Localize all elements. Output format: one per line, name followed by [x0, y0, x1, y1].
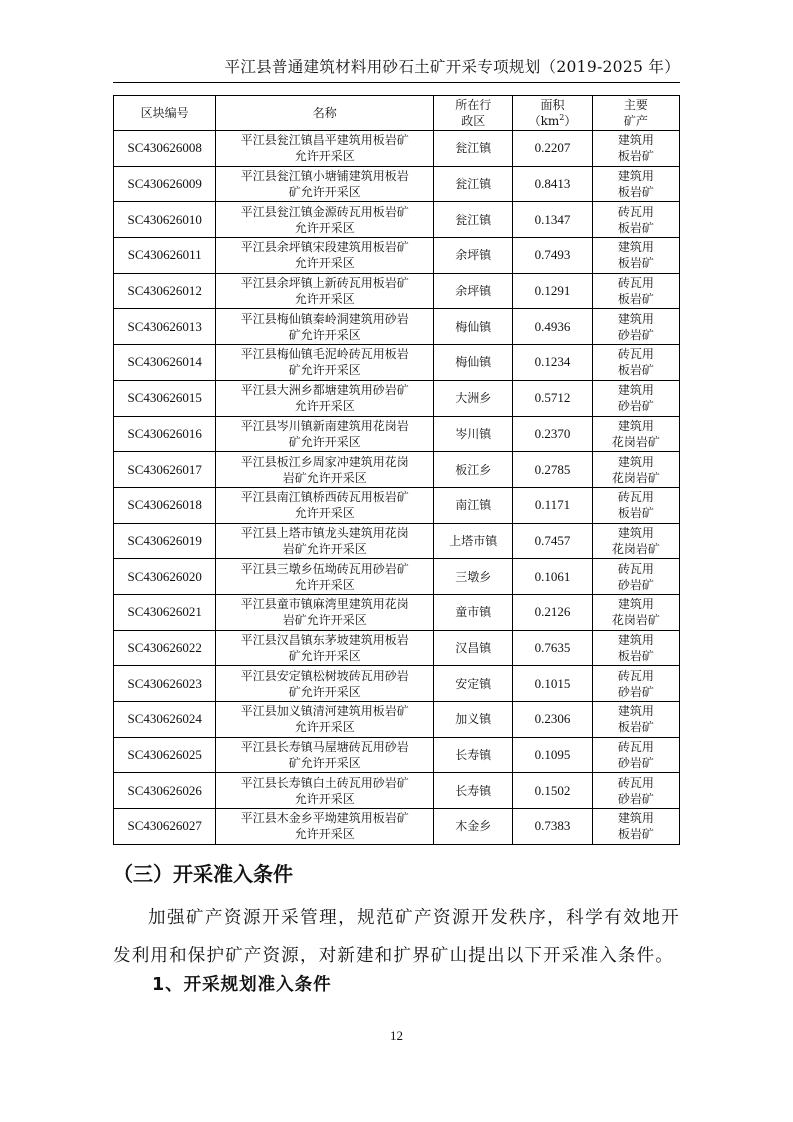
cell-region: 余坪镇 [434, 238, 513, 274]
cell-name-line1: 平江县梅仙镇秦岭洞建筑用砂岩 [240, 311, 409, 326]
cell-name [216, 416, 434, 452]
cell-name-line1: 平江县童市镇麻湾里建筑用花岗 [240, 597, 409, 612]
cell-region: 童市镇 [434, 594, 513, 630]
cell-name-line1: 平江县三墩乡伍坳砖瓦用砂岩矿 [240, 561, 409, 576]
table-row [114, 630, 680, 666]
cell-name-line1: 平江县汉昌镇东茅坡建筑用板岩 [240, 632, 409, 647]
cell-mineral-line2: 花岗岩矿 [611, 434, 660, 449]
cell-mineral-line1: 建筑用 [617, 811, 654, 826]
cell-mineral-line1: 砖瓦用 [617, 740, 654, 755]
table-row [114, 487, 680, 523]
cell-region: 梅仙镇 [434, 345, 513, 381]
table-row [114, 559, 680, 595]
cell-mineral-line1: 建筑用 [617, 597, 654, 612]
cell-name-line1: 平江县大洲乡都塘建筑用砂岩矿 [240, 383, 409, 398]
header-rule [113, 82, 680, 83]
cell-code: SC430626009 [114, 166, 216, 202]
header-area [513, 96, 592, 131]
cell-name [216, 131, 434, 167]
cell-mineral [592, 345, 679, 381]
cell-area: 0.2785 [513, 452, 592, 488]
header-region [434, 96, 513, 131]
cell-name-line2: 允许开采区 [294, 577, 355, 592]
cell-area: 0.5712 [513, 380, 592, 416]
cell-name [216, 202, 434, 238]
cell-code: SC430626022 [114, 630, 216, 666]
cell-name-line1: 平江县瓮江镇昌平建筑用板岩矿 [240, 133, 409, 148]
header-mineral-line1: 主要 [623, 98, 648, 112]
cell-region: 瓮江镇 [434, 202, 513, 238]
cell-name-line2: 矿允许开采区 [288, 434, 361, 449]
cell-region: 南江镇 [434, 487, 513, 523]
cell-code: SC430626025 [114, 737, 216, 773]
cell-mineral-line2: 板岩矿 [617, 149, 654, 164]
header-mineral [592, 96, 679, 131]
cell-code: SC430626015 [114, 380, 216, 416]
cell-name [216, 523, 434, 559]
sub-heading: 1、开采规划准入条件 [152, 975, 332, 995]
cell-name-line1: 平江县瓮江镇金源砖瓦用板岩矿 [240, 204, 409, 219]
cell-area: 0.2207 [513, 131, 592, 167]
cell-region: 上塔市镇 [434, 523, 513, 559]
cell-region: 加义镇 [434, 702, 513, 738]
cell-name [216, 487, 434, 523]
cell-name-line2: 允许开采区 [294, 506, 355, 521]
table-row [114, 380, 680, 416]
header-area-unit [515, 113, 589, 129]
cell-region: 三墩乡 [434, 559, 513, 595]
area-unit-post: ） [564, 114, 577, 128]
cell-mineral [592, 416, 679, 452]
cell-mineral [592, 309, 679, 345]
area-unit-sup: 2 [559, 113, 565, 122]
cell-name-line2: 允许开采区 [294, 220, 355, 235]
cell-code: SC430626020 [114, 559, 216, 595]
cell-area: 0.7635 [513, 630, 592, 666]
cell-mineral-line2: 砂岩矿 [617, 399, 654, 414]
cell-code: SC430626027 [114, 809, 216, 845]
cell-region: 安定镇 [434, 666, 513, 702]
cell-name-line2: 矿允许开采区 [288, 684, 361, 699]
header-name: 名称 [216, 96, 434, 131]
cell-mineral-line2: 板岩矿 [617, 827, 654, 842]
header-region-line1: 所在行 [455, 98, 492, 112]
cell-mineral [592, 452, 679, 488]
running-header: 平江县普通建筑材料用砂石土矿开采专项规划（2019-2025 年） [224, 58, 680, 76]
table-body [114, 131, 680, 845]
cell-mineral [592, 809, 679, 845]
table-row [114, 273, 680, 309]
cell-mineral [592, 380, 679, 416]
cell-mineral [592, 773, 679, 809]
cell-mineral-line1: 建筑用 [617, 383, 654, 398]
cell-code: SC430626010 [114, 202, 216, 238]
cell-name-line1: 平江县长寿镇白土砖瓦用砂岩矿 [240, 775, 409, 790]
cell-name-line1: 平江县岑川镇新南建筑用花岗岩 [240, 418, 409, 433]
cell-mineral-line1: 建筑用 [617, 418, 654, 433]
cell-name-line2: 允许开采区 [294, 827, 355, 842]
cell-mineral-line2: 板岩矿 [617, 185, 654, 200]
cell-area: 0.1291 [513, 273, 592, 309]
cell-code: SC430626008 [114, 131, 216, 167]
cell-name-line2: 矿允许开采区 [288, 185, 361, 200]
cell-name [216, 309, 434, 345]
cell-name-line1: 平江县南江镇桥西砖瓦用板岩矿 [240, 490, 409, 505]
cell-name-line2: 岩矿允许开采区 [282, 541, 367, 556]
cell-name-line1: 平江县加义镇清河建筑用板岩矿 [240, 704, 409, 719]
cell-mineral-line1: 建筑用 [617, 240, 654, 255]
cell-mineral-line2: 板岩矿 [617, 220, 654, 235]
cell-name [216, 380, 434, 416]
cell-name-line1: 平江县梅仙镇毛泥岭砖瓦用板岩 [240, 347, 409, 362]
cell-code: SC430626016 [114, 416, 216, 452]
cell-mineral [592, 702, 679, 738]
cell-mineral-line1: 砖瓦用 [617, 204, 654, 219]
cell-mineral-line2: 花岗岩矿 [611, 541, 660, 556]
header-area-line1: 面积 [540, 98, 565, 112]
cell-mineral-line1: 砖瓦用 [617, 490, 654, 505]
cell-name [216, 737, 434, 773]
cell-name-line2: 岩矿允许开采区 [282, 613, 367, 628]
cell-region: 大洲乡 [434, 380, 513, 416]
cell-code: SC430626018 [114, 487, 216, 523]
cell-region: 木金乡 [434, 809, 513, 845]
table-row [114, 523, 680, 559]
cell-name-line2: 矿允许开采区 [288, 648, 361, 663]
cell-region: 瓮江镇 [434, 166, 513, 202]
cell-area: 0.7457 [513, 523, 592, 559]
cell-name [216, 238, 434, 274]
cell-name-line1: 平江县板江乡周家冲建筑用花岗 [240, 454, 409, 469]
cell-area: 0.1095 [513, 737, 592, 773]
table-row [114, 309, 680, 345]
cell-mineral-line1: 建筑用 [617, 525, 654, 540]
table-row [114, 166, 680, 202]
cell-area: 0.1015 [513, 666, 592, 702]
cell-code: SC430626014 [114, 345, 216, 381]
cell-name-line2: 允许开采区 [294, 791, 355, 806]
cell-mineral-line2: 花岗岩矿 [611, 613, 660, 628]
cell-mineral [592, 131, 679, 167]
cell-code: SC430626012 [114, 273, 216, 309]
cell-mineral-line1: 砖瓦用 [617, 775, 654, 790]
cell-name [216, 273, 434, 309]
cell-area: 0.1171 [513, 487, 592, 523]
cell-mineral-line1: 砖瓦用 [617, 347, 654, 362]
cell-code: SC430626024 [114, 702, 216, 738]
cell-area: 0.2126 [513, 594, 592, 630]
cell-code: SC430626021 [114, 594, 216, 630]
cell-mineral-line2: 砂岩矿 [617, 791, 654, 806]
cell-name-line2: 矿允许开采区 [288, 756, 361, 771]
section-heading: （三）开采准入条件 [113, 862, 293, 886]
table-row [114, 131, 680, 167]
cell-name [216, 345, 434, 381]
cell-name [216, 559, 434, 595]
cell-name-line2: 允许开采区 [294, 292, 355, 307]
cell-mineral [592, 594, 679, 630]
cell-name [216, 452, 434, 488]
cell-name [216, 630, 434, 666]
cell-name-line1: 平江县上塔市镇龙头建筑用花岗 [240, 525, 409, 540]
table-row [114, 202, 680, 238]
cell-name [216, 809, 434, 845]
cell-name-line1: 平江县余坪镇上新砖瓦用板岩矿 [240, 276, 409, 291]
cell-name-line2: 允许开采区 [294, 149, 355, 164]
cell-name-line2: 允许开采区 [294, 256, 355, 271]
cell-name-line2: 允许开采区 [294, 720, 355, 735]
cell-name-line1: 平江县瓮江镇小塘铺建筑用板岩 [240, 169, 409, 184]
table-header-row [114, 96, 680, 131]
cell-area: 0.7383 [513, 809, 592, 845]
cell-code: SC430626023 [114, 666, 216, 702]
cell-mineral-line1: 建筑用 [617, 169, 654, 184]
cell-code: SC430626019 [114, 523, 216, 559]
cell-mineral-line2: 板岩矿 [617, 363, 654, 378]
cell-name [216, 166, 434, 202]
table-row [114, 238, 680, 274]
cell-code: SC430626011 [114, 238, 216, 274]
cell-area: 0.7493 [513, 238, 592, 274]
cell-area: 0.1502 [513, 773, 592, 809]
area-unit-pre: （km [528, 114, 560, 128]
cell-mineral [592, 666, 679, 702]
cell-name [216, 773, 434, 809]
cell-mineral [592, 166, 679, 202]
cell-area: 0.8413 [513, 166, 592, 202]
header-code: 区块编号 [114, 96, 216, 131]
cell-region: 汉昌镇 [434, 630, 513, 666]
cell-region: 梅仙镇 [434, 309, 513, 345]
cell-mineral-line1: 建筑用 [617, 133, 654, 148]
cell-mineral-line2: 板岩矿 [617, 720, 654, 735]
cell-mineral-line2: 板岩矿 [617, 256, 654, 271]
cell-mineral-line1: 砖瓦用 [617, 668, 654, 683]
cell-mineral [592, 523, 679, 559]
cell-region: 瓮江镇 [434, 131, 513, 167]
cell-name-line2: 允许开采区 [294, 399, 355, 414]
cell-mineral [592, 487, 679, 523]
header-region-line2: 政区 [461, 114, 486, 128]
cell-mineral-line2: 砂岩矿 [617, 756, 654, 771]
header-mineral-line2: 矿产 [623, 114, 648, 128]
table-row [114, 773, 680, 809]
cell-code: SC430626026 [114, 773, 216, 809]
table-row [114, 345, 680, 381]
mining-block-table [113, 95, 680, 845]
cell-region: 长寿镇 [434, 737, 513, 773]
cell-mineral [592, 238, 679, 274]
cell-mineral-line2: 砂岩矿 [617, 577, 654, 592]
cell-name [216, 594, 434, 630]
cell-code: SC430626017 [114, 452, 216, 488]
cell-region: 板江乡 [434, 452, 513, 488]
cell-mineral-line2: 砂岩矿 [617, 684, 654, 699]
cell-name [216, 702, 434, 738]
cell-name [216, 666, 434, 702]
cell-mineral-line1: 砖瓦用 [617, 276, 654, 291]
cell-mineral [592, 630, 679, 666]
cell-name-line2: 矿允许开采区 [288, 327, 361, 342]
table-row [114, 702, 680, 738]
cell-mineral [592, 202, 679, 238]
cell-mineral [592, 273, 679, 309]
cell-mineral-line1: 建筑用 [617, 704, 654, 719]
cell-region: 长寿镇 [434, 773, 513, 809]
cell-name-line1: 平江县余坪镇宋段建筑用板岩矿 [240, 240, 409, 255]
cell-area: 0.1234 [513, 345, 592, 381]
table-row [114, 666, 680, 702]
cell-area: 0.2306 [513, 702, 592, 738]
cell-mineral-line1: 砖瓦用 [617, 561, 654, 576]
cell-name-line2: 岩矿允许开采区 [282, 470, 367, 485]
cell-mineral-line1: 建筑用 [617, 454, 654, 469]
cell-name-line1: 平江县木金乡平坳建筑用板岩矿 [240, 811, 409, 826]
cell-mineral-line1: 建筑用 [617, 311, 654, 326]
cell-area: 0.1347 [513, 202, 592, 238]
table-row [114, 594, 680, 630]
cell-mineral [592, 737, 679, 773]
cell-mineral [592, 559, 679, 595]
cell-area: 0.4936 [513, 309, 592, 345]
cell-area: 0.2370 [513, 416, 592, 452]
cell-mineral-line1: 建筑用 [617, 632, 654, 647]
cell-mineral-line2: 板岩矿 [617, 292, 654, 307]
cell-mineral-line2: 砂岩矿 [617, 327, 654, 342]
cell-region: 岑川镇 [434, 416, 513, 452]
table-row [114, 737, 680, 773]
table-row [114, 809, 680, 845]
cell-name-line2: 矿允许开采区 [288, 363, 361, 378]
cell-code: SC430626013 [114, 309, 216, 345]
table-row [114, 452, 680, 488]
cell-name-line1: 平江县安定镇松树坡砖瓦用砂岩 [240, 668, 409, 683]
cell-area: 0.1061 [513, 559, 592, 595]
cell-mineral-line2: 板岩矿 [617, 506, 654, 521]
cell-region: 余坪镇 [434, 273, 513, 309]
body-paragraph: 加强矿产资源开采管理，规范矿产资源开发秩序，科学有效地开发利用和保护矿产资源，对新建和扩界矿山提出以下开采准入条件。 [113, 908, 680, 966]
table-row [114, 416, 680, 452]
cell-name-line1: 平江县长寿镇马屋塘砖瓦用砂岩 [240, 740, 409, 755]
page-number: 12 [390, 1028, 403, 1043]
cell-mineral-line2: 花岗岩矿 [611, 470, 660, 485]
cell-mineral-line2: 板岩矿 [617, 648, 654, 663]
